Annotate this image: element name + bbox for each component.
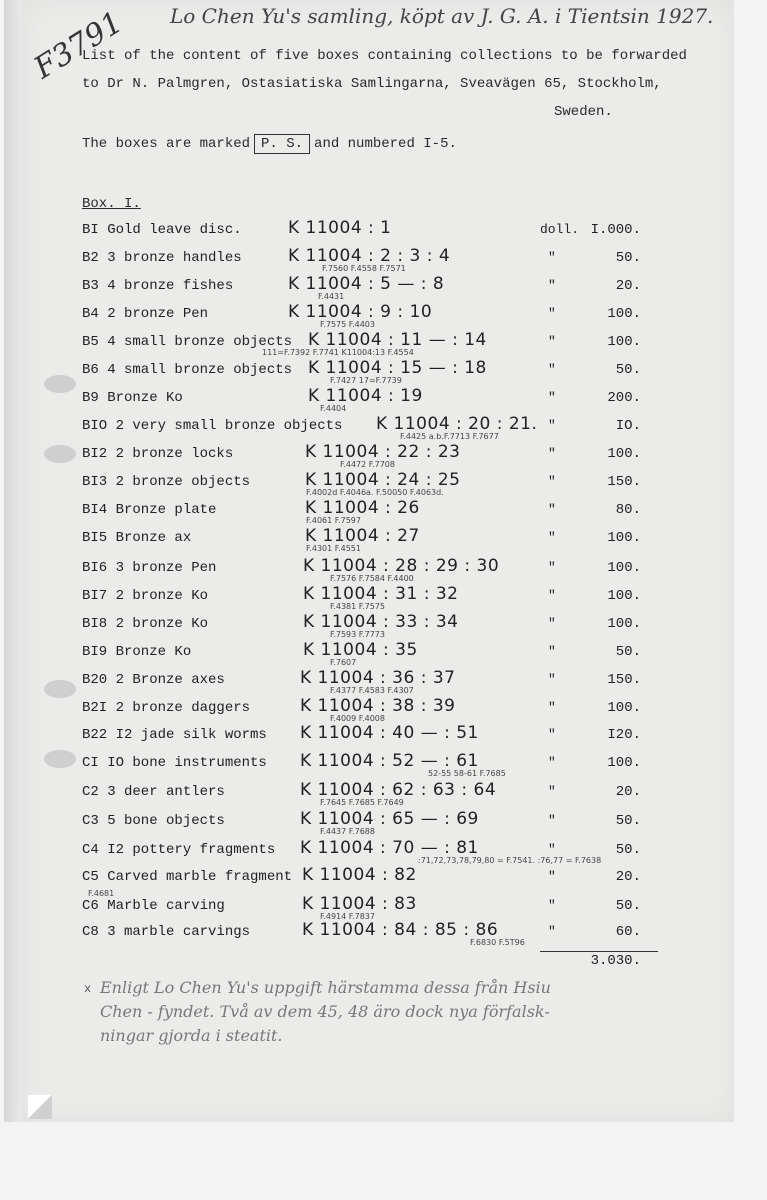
item-description: B20 2 Bronze axes (82, 672, 225, 688)
ditto-mark: " (548, 700, 556, 715)
item-description: BIO 2 very small bronze objects (82, 418, 343, 434)
ditto-mark: " (548, 362, 556, 377)
catalog-reference: K 11004 : 38 : 39 (300, 696, 456, 716)
ditto-mark: " (548, 616, 556, 631)
item-amount: 50. (615, 813, 641, 829)
item-description: B22 I2 jade silk worms (82, 727, 267, 743)
item-description: B6 4 small bronze objects (82, 362, 293, 378)
ditto-mark: " (548, 869, 556, 884)
marked-box: P. S. (254, 134, 310, 154)
item-amount: 60. (615, 924, 641, 940)
handwritten-note: F.7560 F.4558 F.7571 (322, 264, 406, 273)
ditto-mark: " (548, 898, 556, 913)
ditto-mark: " (548, 334, 556, 349)
catalog-reference: K 11004 : 84 : 85 : 86 (302, 920, 499, 940)
ditto-mark: " (548, 672, 556, 687)
handwritten-note: F.4472 F.7708 (340, 460, 395, 469)
ditto-mark: " (548, 474, 556, 489)
catalog-reference: K 11004 : 1 (288, 218, 392, 238)
item-description: BI2 2 bronze locks (82, 446, 234, 462)
catalog-reference: K 11004 : 62 : 63 : 64 (300, 780, 497, 800)
item-description: BI4 Bronze plate (82, 502, 217, 518)
catalog-reference: K 11004 : 19 (308, 386, 423, 406)
item-description: B4 2 bronze Pen (82, 306, 209, 322)
ditto-mark: " (548, 644, 556, 659)
item-amount: 100. (607, 306, 641, 322)
item-description: B2 3 bronze handles (82, 250, 242, 266)
handwritten-note: F.4002d F.4046a. F.50050 F.4063d. (306, 488, 444, 497)
handwritten-note: 111=F.7392 F.7741 K11004:13 F.4554 (262, 348, 414, 357)
catalog-reference: K 11004 : 36 : 37 (300, 668, 456, 688)
handwritten-note: F.4431 (318, 292, 345, 301)
marked-suffix: and numbered I-5. (314, 136, 457, 152)
ditto-mark: " (548, 842, 556, 857)
item-amount: 100. (607, 446, 641, 462)
catalog-number: F3791 (28, 4, 130, 87)
item-amount: 50. (615, 842, 641, 858)
handwritten-note: F.7575 F.4403 (320, 320, 375, 329)
ditto-mark: " (548, 924, 556, 939)
item-description: B5 4 small bronze objects (82, 334, 293, 350)
item-amount: 100. (607, 588, 641, 604)
catalog-reference: K 11004 : 82 (302, 865, 417, 885)
catalog-reference: K 11004 : 83 (302, 894, 417, 914)
handwritten-note: F.7427 17=F.7739 (330, 376, 402, 385)
catalog-reference: K 11004 : 70 — : 81 (300, 838, 479, 858)
ditto-mark: " (548, 418, 556, 433)
handwritten-note: F.7645 F.7685 F.7649 (320, 798, 404, 807)
catalog-reference: K 11004 : 35 (303, 640, 418, 660)
ditto-mark: " (548, 727, 556, 742)
header-line-1: List of the content of five boxes containing collections to be forwarded (82, 48, 687, 64)
ditto-mark: " (548, 390, 556, 405)
item-amount: 200. (607, 390, 641, 406)
ditto-mark: " (548, 813, 556, 828)
item-amount: 100. (607, 334, 641, 350)
item-amount: 20. (615, 784, 641, 800)
handwritten-note: F.6830 F.5T96 (470, 938, 525, 947)
item-description: C6 Marble carving (82, 898, 225, 914)
item-amount: 20. (615, 278, 641, 294)
ditto-mark: " (548, 530, 556, 545)
ditto-mark: " (548, 784, 556, 799)
handwritten-note: F.7607 (330, 658, 357, 667)
handwritten-note: F.4425 a.b.F.7713 F.7677 (400, 432, 499, 441)
footnote-marker: x (84, 982, 92, 996)
item-amount: I.000. (590, 222, 641, 238)
catalog-reference: K 11004 : 28 : 29 : 30 (303, 556, 500, 576)
footnote-line-1: Enligt Lo Chen Yu's uppgift härstamma dessa från Hsiu (100, 978, 551, 997)
box-heading: Box. I. (82, 196, 141, 212)
item-amount: 100. (607, 560, 641, 576)
item-description: C4 I2 pottery fragments (82, 842, 276, 858)
total-amount: 3.030. (590, 953, 641, 969)
boxes-marked-line (82, 134, 457, 154)
item-description: BI5 Bronze ax (82, 530, 192, 546)
item-description: C3 5 bone objects (82, 813, 225, 829)
currency-label: doll. (540, 222, 580, 237)
item-amount: 20. (615, 869, 641, 885)
table-row (0, 526, 767, 558)
catalog-reference: K 11004 : 33 : 34 (303, 612, 459, 632)
handwritten-note: F.4681 (88, 889, 115, 898)
item-description: CI IO bone instruments (82, 755, 267, 771)
item-description: BI9 Bronze Ko (82, 644, 192, 660)
page-fold (28, 1095, 52, 1119)
handwritten-note: F.7593 F.7773 (330, 630, 385, 639)
item-description: C8 3 marble carvings (82, 924, 251, 940)
item-amount: 50. (615, 362, 641, 378)
total-rule (540, 951, 658, 952)
item-amount: I20. (607, 727, 641, 743)
handwritten-note: F.4009 F.4008 (330, 714, 385, 723)
handwritten-note: :71,72,73,78,79,80 = F.7541. :76,77 = F.7638 (418, 856, 602, 865)
catalog-reference: K 11004 : 65 — : 69 (300, 809, 479, 829)
ditto-mark: " (548, 250, 556, 265)
catalog-reference: K 11004 : 31 : 32 (303, 584, 459, 604)
header-line-3: Sweden. (554, 104, 613, 120)
handwritten-note: 52-55 58-61 F.7685 (428, 769, 506, 778)
footnote-line-2: Chen - fyndet. Två av dem 45, 48 äro dock nya förfalsk- (100, 1002, 550, 1021)
table-row (0, 751, 767, 783)
item-amount: 100. (607, 700, 641, 716)
handwritten-note: F.4377 F.4583 F.4307 (330, 686, 414, 695)
item-description: C2 3 deer antlers (82, 784, 225, 800)
ditto-mark: " (548, 306, 556, 321)
handwritten-note: F.4404 (320, 404, 347, 413)
item-amount: 50. (615, 644, 641, 660)
table-row (0, 865, 767, 898)
item-description: B2I 2 bronze daggers (82, 700, 251, 716)
catalog-reference: K 11004 : 20 : 21. (376, 414, 538, 434)
item-amount: 150. (607, 474, 641, 490)
ditto-mark: " (548, 560, 556, 575)
item-amount: 80. (615, 502, 641, 518)
table-row (0, 920, 767, 952)
handwritten-note: F.7576 F.7584 F.4400 (330, 574, 414, 583)
catalog-reference: K 11004 : 40 — : 51 (300, 723, 479, 743)
ditto-mark: " (548, 755, 556, 770)
item-amount: 50. (615, 250, 641, 266)
catalog-reference: K 11004 : 52 — : 61 (300, 751, 479, 771)
catalog-reference: K 11004 : 11 — : 14 (308, 330, 487, 350)
handwritten-note: F.4301 F.4551 (306, 544, 361, 553)
item-description: BI3 2 bronze objects (82, 474, 251, 490)
item-description: B3 4 bronze fishes (82, 278, 234, 294)
table-row (0, 809, 767, 841)
catalog-reference: K 11004 : 9 : 10 (288, 302, 433, 322)
ditto-mark: " (548, 446, 556, 461)
catalog-reference: K 11004 : 2 : 3 : 4 (288, 246, 451, 266)
item-description: C5 Carved marble fragment (82, 869, 293, 885)
handwritten-note: F.4381 F.7575 (330, 602, 385, 611)
item-amount: 100. (607, 530, 641, 546)
catalog-reference: K 11004 : 24 : 25 (305, 470, 461, 490)
catalog-reference: K 11004 : 5 — : 8 (288, 274, 445, 294)
item-description: B9 Bronze Ko (82, 390, 183, 406)
handwritten-note: F.4061 F.7597 (306, 516, 361, 525)
ditto-mark: " (548, 502, 556, 517)
item-description: BI7 2 bronze Ko (82, 588, 209, 604)
item-description: BI6 3 bronze Pen (82, 560, 217, 576)
handwritten-note: F.4437 F.7688 (320, 827, 375, 836)
item-amount: IO. (615, 418, 641, 434)
handwritten-note: F.4914 F.7837 (320, 912, 375, 921)
footnote-line-3: ningar gjorda i steatit. (100, 1026, 283, 1045)
item-description: BI8 2 bronze Ko (82, 616, 209, 632)
catalog-reference: K 11004 : 15 — : 18 (308, 358, 487, 378)
item-amount: 100. (607, 616, 641, 632)
ditto-mark: " (548, 588, 556, 603)
catalog-reference: K 11004 : 27 (305, 526, 420, 546)
marked-prefix: The boxes are marked (82, 136, 251, 152)
table-row (0, 780, 767, 812)
item-amount: 150. (607, 672, 641, 688)
handwritten-title: Lo Chen Yu's samling, köpt av J. G. A. i Tientsin 1927. (170, 4, 714, 28)
catalog-reference: K 11004 : 22 : 23 (305, 442, 461, 462)
catalog-reference: K 11004 : 26 (305, 498, 420, 518)
header-line-2: to Dr N. Palmgren, Ostasiatiska Samlingarna, Sveavägen 65, Stockholm, (82, 76, 662, 92)
item-description: BI Gold leave disc. (82, 222, 242, 238)
item-amount: 100. (607, 755, 641, 771)
ditto-mark: " (548, 278, 556, 293)
item-amount: 50. (615, 898, 641, 914)
